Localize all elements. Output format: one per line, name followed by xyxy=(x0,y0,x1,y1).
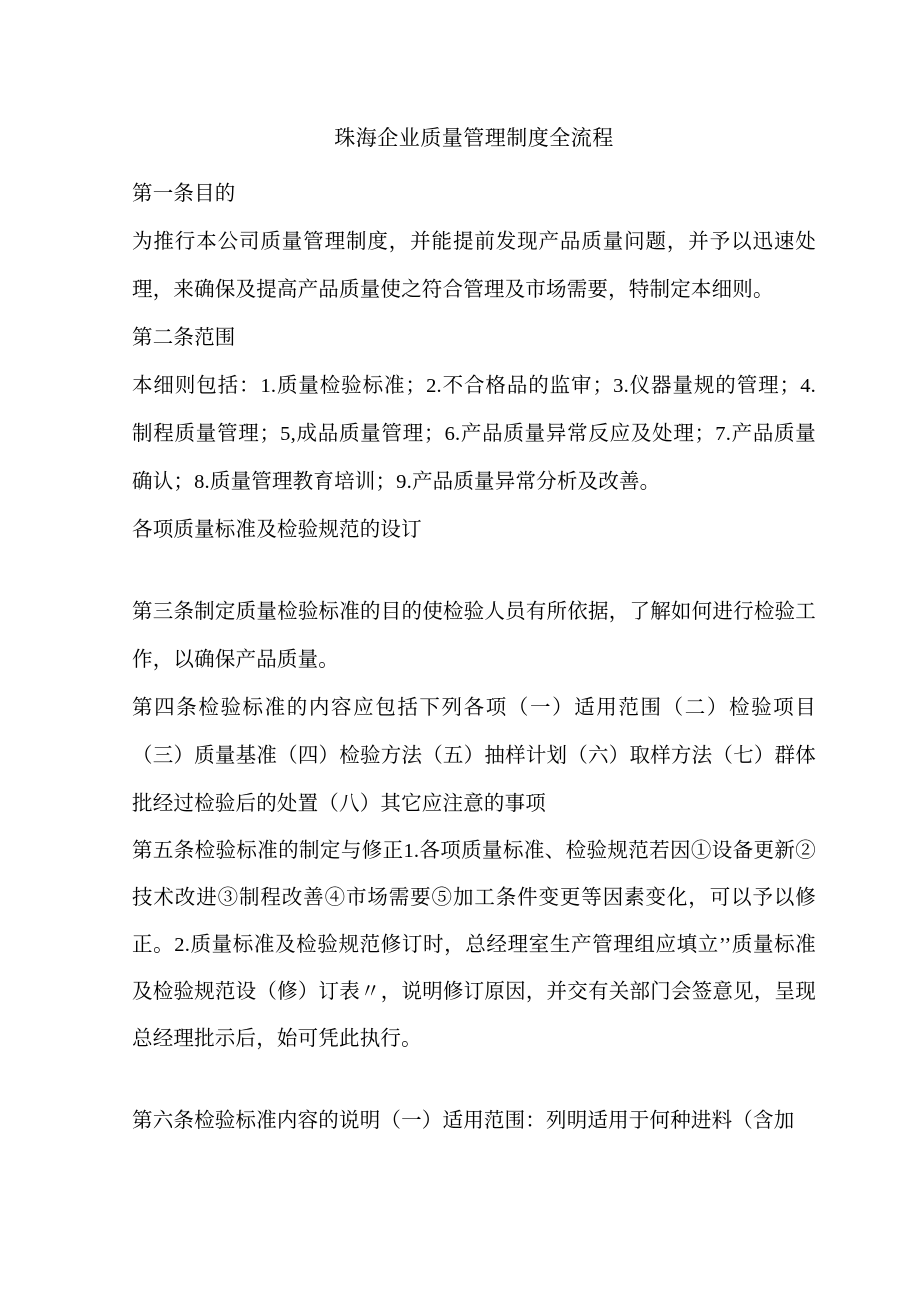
paragraph-article-1-heading: 第一条目的 xyxy=(132,183,236,205)
paragraph-article-2-heading: 第二条范围 xyxy=(132,327,236,349)
paragraph-article-4-body: 第四条检验标准的内容应包括下列各项（一）适用范围（二）检验项目（三）质量基准（四）检验方法（五）抽样计划（六）取样方法（七）群体批经过检验后的处置（八）其它应注意的事项 xyxy=(132,697,816,815)
paragraph-article-2-body: 本细则包括：1.质量检验标准；2.不合格品的监审；3.仪器量规的管理；4.制程质量管理；5,成品质量管理；6.产品质量异常反应及处理；7.产品质量确认；8.质量管理教育培训；9.产品质量异常分析及改善。 xyxy=(132,375,816,493)
paragraph-article-3-body: 第三条制定质量检验标准的目的使检验人员有所依据，了解如何进行检验工作，以确保产品质量。 xyxy=(132,601,816,671)
paragraph-article-5-body: 第五条检验标准的制定与修正1.各项质量标准、检验规范若因①设备更新②技术改进③制程改善④市场需要⑤加工条件变更等因素变化，可以予以修正。2.质量标准及检验规范修订时，总经理室生产管理组应填立’’质量标准及检验规范设（修）订表〃，说明修订原因，并交有关部门会签意见，呈现总经理批示后，始可凭此执行。 xyxy=(132,840,816,1050)
paragraph-spacer-2 xyxy=(132,1063,816,1097)
paragraph-article-1-body: 为推行本公司质量管理制度，并能提前发现产品质量问题，并予以迅速处理，来确保及提高产品质量使之符合管理及市场需要，特制定本细则。 xyxy=(132,231,816,301)
paragraph-spacer xyxy=(132,554,816,588)
paragraph-section-heading-standards: 各项质量标准及检验规范的设订 xyxy=(132,519,422,541)
paragraph-article-6-body: 第六条检验标准内容的说明（一）适用范围：列明适用于何种进料（含加 xyxy=(132,1110,795,1132)
page-title: 珠海企业质量管理制度全流程 xyxy=(334,126,614,150)
